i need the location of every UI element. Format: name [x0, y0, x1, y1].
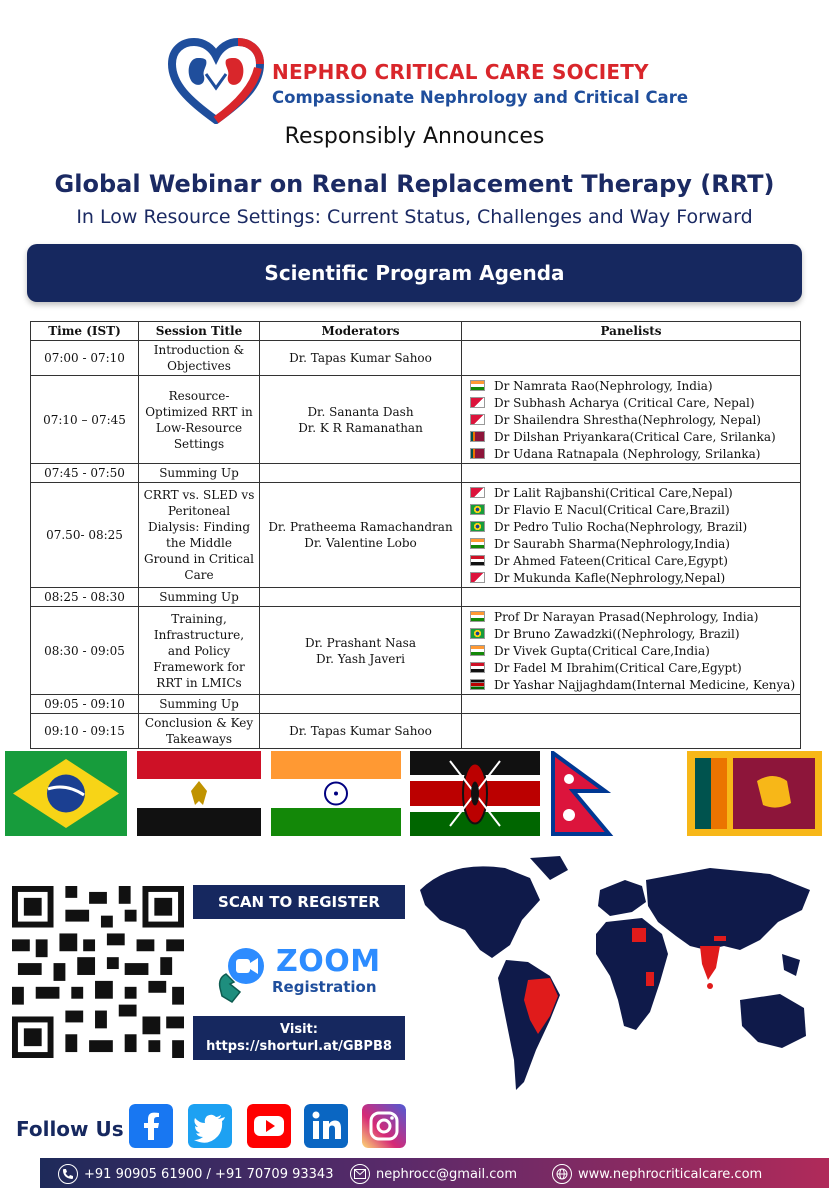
moderator: Dr. Pratheema Ramachandran	[268, 520, 453, 534]
panelist-item	[470, 394, 796, 411]
panelist-item	[470, 676, 796, 693]
row-moderators	[260, 376, 462, 464]
world-map-icon	[410, 850, 825, 1100]
twitter-icon[interactable]	[188, 1104, 232, 1148]
zoom-icon	[212, 944, 272, 1004]
webinar-subtitle: In Low Resource Settings: Current Status, Challenges and Way Forward	[76, 206, 753, 228]
srilanka-flag-icon	[687, 751, 822, 836]
row-session: Conclusion & Key Takeaways	[139, 714, 260, 749]
follow-us-label: Follow Us	[16, 1117, 124, 1141]
table-row	[31, 464, 801, 483]
row-time: 07.50- 08:25	[31, 483, 139, 588]
panelist-item	[470, 518, 796, 535]
row-moderators	[260, 607, 462, 695]
row-session: Summing Up	[139, 464, 260, 483]
header-time: Time (IST)	[31, 322, 139, 341]
panelist-item	[470, 625, 796, 642]
qr-code-icon	[12, 886, 184, 1058]
nepal-flag-icon	[470, 414, 485, 425]
phone-icon	[58, 1164, 78, 1184]
nepal-flag-icon	[470, 487, 485, 498]
row-panelists	[462, 341, 801, 376]
kenya-flag-icon	[410, 751, 540, 836]
header-session: Session Title	[139, 322, 260, 341]
row-panelists	[462, 376, 801, 464]
india-flag-icon	[470, 380, 485, 391]
table-header-row	[31, 322, 801, 341]
panelist-item	[470, 552, 796, 569]
panelist-item	[470, 608, 796, 625]
agenda-heading: Scientific Program Agenda	[27, 244, 802, 302]
panelist-name: Dr Udana Ratnapala (Nephrology, Srilanka)	[494, 446, 761, 461]
row-moderators	[260, 483, 462, 588]
row-time: 09:10 - 09:15	[31, 714, 139, 749]
panelist-name: Dr Namrata Rao(Nephrology, India)	[494, 378, 713, 393]
nepal-flag-icon	[547, 751, 677, 836]
panelist-item	[470, 501, 796, 518]
moderator: Dr. Sananta Dash	[307, 404, 414, 419]
zoom-registration-label: Registration	[272, 978, 377, 996]
row-session: Resource-Optimized RRT in Low-Resource Settings	[139, 376, 260, 464]
footer-phone	[58, 1164, 333, 1184]
row-time: 08:30 - 09:05	[31, 607, 139, 695]
srilanka-flag-icon	[470, 448, 485, 459]
kenya-flag-icon	[470, 679, 485, 690]
row-session: Training, Infrastructure, and Policy Framework for RRT in LMICs	[139, 607, 260, 695]
panelist-name: Dr Bruno Zawadzki((Nephrology, Brazil)	[494, 626, 740, 641]
zoom-wordmark: ZOOM	[276, 944, 381, 979]
nepal-flag-icon	[470, 572, 485, 583]
row-panelists	[462, 483, 801, 588]
visit-box	[193, 1016, 405, 1060]
row-time: 07:10 – 07:45	[31, 376, 139, 464]
panelist-name: Dr Ahmed Fateen(Critical Care,Egypt)	[494, 553, 728, 568]
scan-to-register-label: SCAN TO REGISTER	[193, 885, 405, 919]
row-panelists	[462, 588, 801, 607]
header-panelists: Panelists	[462, 322, 801, 341]
egypt-flag-icon	[470, 662, 485, 673]
panelist-item	[470, 428, 796, 445]
panelist-name: Dr Shailendra Shrestha(Nephrology, Nepal)	[494, 412, 761, 427]
row-session: Summing Up	[139, 588, 260, 607]
brazil-flag-icon	[470, 521, 485, 532]
table-row	[31, 695, 801, 714]
brazil-flag-icon	[5, 751, 127, 836]
facebook-icon[interactable]	[129, 1104, 173, 1148]
panelist-name: Dr Lalit Rajbanshi(Critical Care,Nepal)	[494, 485, 733, 500]
panelist-item	[470, 535, 796, 552]
moderator: Dr. Prashant Nasa	[304, 635, 416, 650]
youtube-icon[interactable]	[247, 1104, 291, 1148]
panelist-name: Dr Subhash Acharya (Critical Care, Nepal)	[494, 395, 755, 410]
announce-text: Responsibly Announces	[284, 124, 545, 149]
panelist-name: Dr Fadel M Ibrahim(Critical Care,Egypt)	[494, 660, 742, 675]
row-moderators	[260, 588, 462, 607]
panelist-name: Dr Yashar Najjaghdam(Internal Medicine, Kenya)	[494, 677, 796, 692]
panelist-name: Dr Pedro Tulio Rocha(Nephrology, Brazil)	[494, 519, 748, 534]
panelist-name: Dr Saurabh Sharma(Nephrology,India)	[494, 536, 730, 551]
panelist-item	[470, 642, 796, 659]
table-row	[31, 483, 801, 588]
panelist-name: Dr Flavio E Nacul(Critical Care,Brazil)	[494, 502, 730, 517]
email-link[interactable]: nephrocc@gmail.com	[376, 1166, 518, 1182]
panelist-item	[470, 377, 796, 394]
webinar-title: Global Webinar on Renal Replacement Therapy (RRT)	[54, 170, 775, 198]
india-flag-icon	[470, 611, 485, 622]
table-row	[31, 376, 801, 464]
kidney-heart-logo	[168, 38, 264, 124]
row-time: 09:05 - 09:10	[31, 695, 139, 714]
table-row	[31, 341, 801, 376]
panelist-name: Prof Dr Narayan Prasad(Nephrology, India)	[494, 609, 759, 624]
panelist-name: Dr Dilshan Priyankara(Critical Care, Srilanka)	[494, 429, 776, 444]
india-flag-icon	[271, 751, 401, 836]
table-row	[31, 588, 801, 607]
brazil-flag-icon	[470, 504, 485, 515]
panelist-item	[470, 445, 796, 462]
row-panelists	[462, 607, 801, 695]
row-moderators	[260, 714, 462, 749]
row-moderators	[260, 695, 462, 714]
egypt-flag-icon	[470, 555, 485, 566]
moderator: Dr. Yash Javeri	[316, 651, 405, 666]
panelist-name: Dr Mukunda Kafle(Nephrology,Nepal)	[494, 570, 726, 585]
india-flag-icon	[470, 645, 485, 656]
table-row	[31, 607, 801, 695]
moderator: Dr. Tapas Kumar Sahoo	[289, 351, 432, 365]
row-session: Introduction & Objectives	[139, 341, 260, 376]
panelist-item	[470, 484, 796, 501]
panelist-item	[470, 659, 796, 676]
table-row	[31, 714, 801, 749]
website-link[interactable]: www.nephrocriticalcare.com	[578, 1166, 763, 1182]
moderator: Dr. K R Ramanathan	[298, 420, 423, 435]
row-session: Summing Up	[139, 695, 260, 714]
egypt-flag-icon	[137, 751, 261, 836]
email-icon	[350, 1164, 370, 1184]
footer-bar	[40, 1158, 829, 1188]
india-flag-icon	[470, 538, 485, 549]
row-time: 07:00 - 07:10	[31, 341, 139, 376]
moderator: Dr. Valentine Lobo	[304, 536, 417, 550]
panelist-name: Dr Vivek Gupta(Critical Care,India)	[494, 643, 710, 658]
row-moderators	[260, 464, 462, 483]
srilanka-flag-icon	[470, 431, 485, 442]
moderator: Dr. Tapas Kumar Sahoo	[289, 724, 432, 738]
panelist-item	[470, 569, 796, 586]
org-name: NEPHRO CRITICAL CARE SOCIETY	[272, 60, 649, 84]
nepal-flag-icon	[470, 397, 485, 408]
header-moderators: Moderators	[260, 322, 462, 341]
brazil-flag-icon	[470, 628, 485, 639]
row-moderators	[260, 341, 462, 376]
footer-email	[350, 1164, 517, 1184]
visit-label: Visit:	[280, 1022, 318, 1037]
agenda-table	[30, 321, 801, 749]
row-time: 07:45 - 07:50	[31, 464, 139, 483]
panelist-item	[470, 411, 796, 428]
phone-numbers[interactable]: +91 90905 61900 / +91 70709 93343	[84, 1166, 334, 1182]
org-tagline: Compassionate Nephrology and Critical Care	[272, 88, 689, 107]
row-panelists	[462, 714, 801, 749]
registration-link[interactable]: https://shorturl.at/GBPB8	[206, 1039, 392, 1054]
row-session: CRRT vs. SLED vs Peritoneal Dialysis: Finding the Middle Ground in Critical Care	[139, 483, 260, 588]
row-panelists	[462, 464, 801, 483]
globe-icon	[552, 1164, 572, 1184]
footer-website	[552, 1164, 762, 1184]
row-panelists	[462, 695, 801, 714]
instagram-icon[interactable]	[362, 1104, 406, 1148]
linkedin-icon[interactable]	[304, 1104, 348, 1148]
row-time: 08:25 - 08:30	[31, 588, 139, 607]
